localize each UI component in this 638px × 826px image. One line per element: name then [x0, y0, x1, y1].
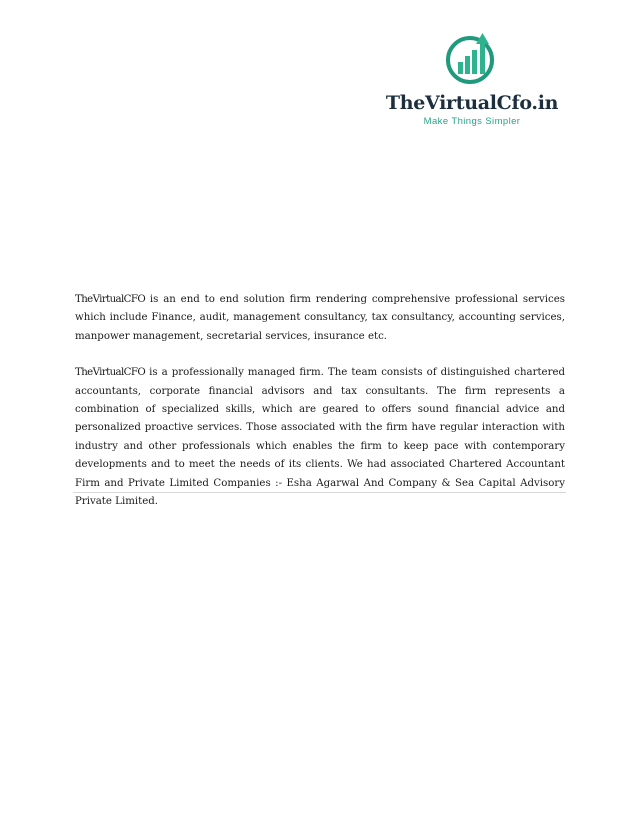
content-divider: [73, 492, 566, 493]
logo-tagline: Make Things Simpler: [423, 116, 521, 127]
logo-wordmark: TheVirtualCfo.in: [385, 92, 559, 114]
growth-chart-icon: [444, 28, 496, 86]
paragraph-text: is a professionally managed firm. The team consists of distinguished chartered accountants, corporate financial advisors and tax consultants. The firm represents a combination of specialized skills, which are geared to offers sound financial advice and personalized proactive services. Those associated with the firm have regular interaction with industry and other professionals which enables the firm to keep pace with contemporary developments and to meet the needs of its clients. We had associated Chartered Accountant Firm and Private Limited Companies :- Esha Agarwal And Company & Sea Capital Advisory Private Limited.: [75, 367, 565, 508]
brand-name: TheVirtualCFO: [75, 367, 146, 379]
paragraph-text: is an end to end solution firm rendering comprehensive professional services which include Finance, audit, management consultancy, tax consultancy, accounting services, manpower management, secretarial services, insurance etc.: [75, 294, 565, 342]
firm-description-paragraph: [75, 364, 565, 511]
company-logo: [384, 28, 560, 128]
brand-name: TheVirtualCFO: [75, 294, 146, 305]
intro-paragraph: [75, 291, 565, 346]
body-content: [75, 291, 565, 511]
